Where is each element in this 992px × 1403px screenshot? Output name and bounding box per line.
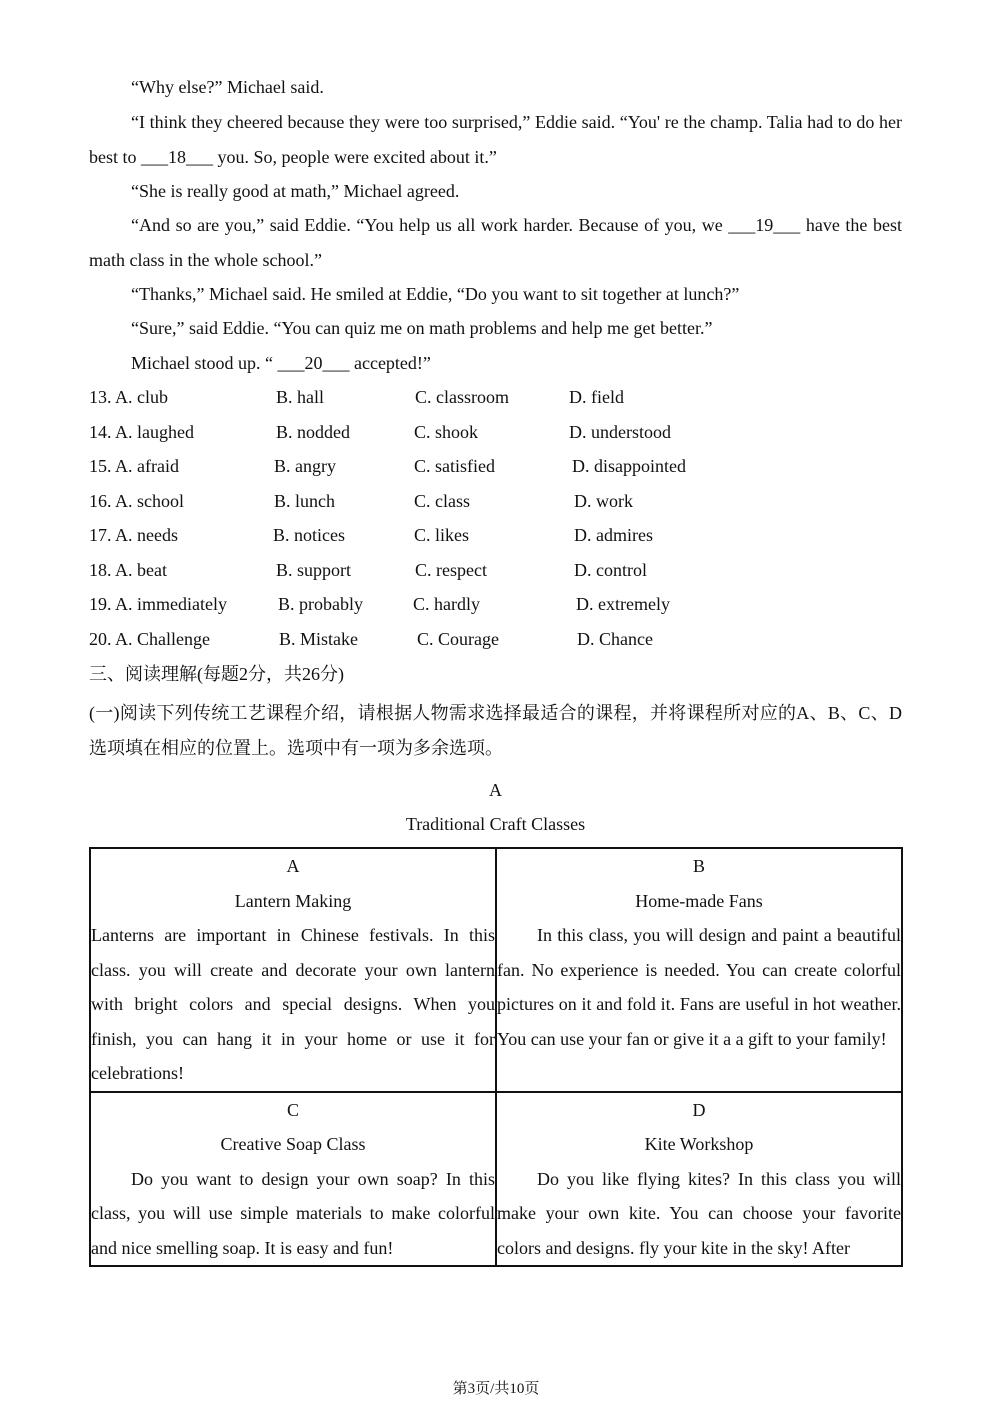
option-row: [89, 449, 902, 484]
class-description: In this class, you will design and paint a beautiful fan. No experience is needed. You can create colorful pictures on it and fold it. Fans are useful in hot weather. You can use your fan or give it a a gift to your family!: [497, 925, 901, 1049]
option-d: D. disappointed: [572, 456, 686, 476]
option-row: [89, 380, 902, 415]
class-description: Lanterns are important in Chinese festivals. In this class. you will create and decorate your own lantern with bright colors and special designs. When you finish, you can hang it in your home or use it for celebrations!: [91, 925, 495, 1083]
option-b: B. nodded: [276, 422, 350, 442]
option-a: 13. A. club: [89, 387, 168, 407]
option-b: B. lunch: [274, 491, 335, 511]
option-row: [89, 553, 902, 588]
option-d: D. Chance: [577, 629, 653, 649]
option-b: B. hall: [276, 387, 324, 407]
option-a: 15. A. afraid: [89, 456, 179, 476]
option-c: C. respect: [415, 560, 487, 580]
class-letter: B: [692, 856, 705, 876]
story-paragraph: “Thanks,” Michael said. He smiled at Eddie, “Do you want to sit together at lunch?”: [131, 284, 740, 304]
class-description: Do you like flying kites? In this class you will make your own kite. You can choose your favorite colors and designs. fly your kite in the sky! After: [497, 1168, 901, 1258]
class-cell-d: [496, 1092, 902, 1267]
option-a: 19. A. immediately: [89, 594, 227, 614]
option-row: [89, 484, 902, 519]
table-row: [90, 848, 902, 1092]
option-a: 16. A. school: [89, 491, 185, 511]
story-paragraph: Michael stood up. “ ___20___ accepted!”: [131, 353, 431, 373]
option-row: [89, 587, 902, 622]
story-paragraph: “She is really good at math,” Michael agreed.: [131, 181, 460, 201]
option-c: C. classroom: [415, 387, 509, 407]
table-row: [90, 1092, 902, 1267]
option-c: C. class: [414, 491, 470, 511]
class-cell-b: [496, 848, 902, 1092]
passage-title: Traditional Craft Classes: [405, 814, 586, 834]
option-a: 17. A. needs: [89, 525, 178, 545]
option-row: [89, 415, 902, 450]
class-letter: A: [286, 856, 300, 876]
story-paragraph: “Sure,” said Eddie. “You can quiz me on math problems and help me get better.”: [131, 318, 713, 338]
option-b: B. angry: [274, 456, 336, 476]
page-footer: 第3页/共10页: [452, 1381, 540, 1397]
class-cell-a: [90, 848, 496, 1092]
option-b: B. support: [276, 560, 352, 580]
option-c: C. hardly: [413, 594, 480, 614]
option-d: D. understood: [569, 422, 671, 442]
option-a: 20. A. Challenge: [89, 629, 210, 649]
class-cell-c: [90, 1092, 496, 1267]
option-c: C. shook: [414, 422, 479, 442]
story-paragraph: “And so are you,” said Eddie. “You help us all work harder. Because of you, we ___19___ have the best math class in the whole school.”: [89, 215, 902, 270]
section-heading: 三、阅读理解(每题2分，共26分): [89, 664, 344, 684]
option-c: C. satisfied: [414, 456, 495, 476]
passage-letter: A: [489, 780, 502, 800]
class-letter: D: [692, 1099, 706, 1120]
story-paragraph: “I think they cheered because they were too surprised,” Eddie said. “You' re the champ. Talia had to do her best to ___18___ you. So, people were excited about it.”: [89, 112, 902, 167]
story-paragraph: “Why else?” Michael said.: [131, 77, 324, 97]
option-row: [89, 622, 902, 657]
class-title: Creative Soap Class: [220, 1134, 366, 1154]
class-title: Home-made Fans: [635, 890, 763, 911]
option-row: [89, 518, 902, 553]
option-b: B. notices: [273, 525, 345, 545]
class-title: Kite Workshop: [644, 1134, 754, 1154]
craft-classes-table: [89, 847, 903, 1267]
option-d: D. work: [574, 491, 633, 511]
class-title: Lantern Making: [234, 890, 352, 911]
option-d: D. admires: [574, 525, 653, 545]
option-d: D. control: [574, 560, 647, 580]
option-a: 14. A. laughed: [89, 422, 194, 442]
option-b: B. Mistake: [279, 629, 358, 649]
class-letter: C: [286, 1099, 299, 1120]
option-d: D. field: [569, 387, 624, 407]
option-b: B. probably: [278, 594, 363, 614]
option-d: D. extremely: [576, 594, 670, 614]
section-instruction: (一)阅读下列传统工艺课程介绍，请根据人物需求选择最适合的课程，并将课程所对应的A、B、C、D选项填在相应的位置上。选项中有一项为多余选项。: [89, 703, 902, 758]
option-c: C. likes: [414, 525, 470, 545]
option-c: C. Courage: [417, 629, 499, 649]
class-description: Do you want to design your own soap? In this class, you will use simple materials to make colorful and nice smelling soap. It is easy and fun!: [91, 1168, 495, 1258]
option-a: 18. A. beat: [89, 560, 167, 580]
